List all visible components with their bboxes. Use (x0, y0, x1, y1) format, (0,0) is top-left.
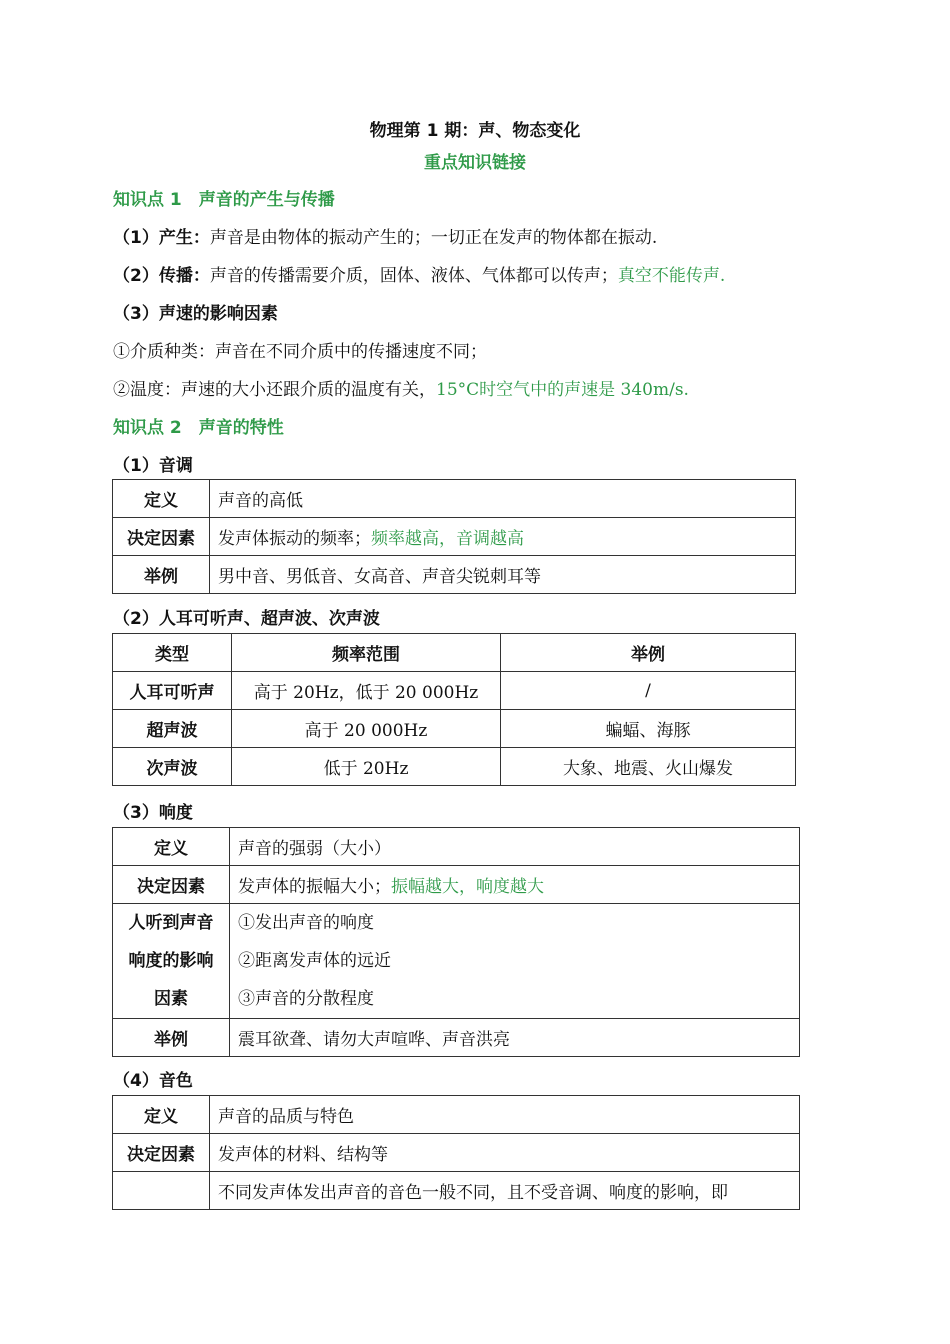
table-header-row (113, 634, 796, 672)
kp1-heading: 知识点 1 声音的产生与传播 (113, 190, 335, 210)
table-head-cell: 定义 (113, 480, 210, 518)
table-row (113, 866, 800, 904)
loudness-label: （3）响度 (113, 803, 193, 823)
table-head-cell: 决定因素 (113, 866, 230, 904)
table-cell: 声音的品质与特色 (210, 1096, 800, 1134)
table-head-cell: 次声波 (113, 748, 232, 786)
kp1-propagation (113, 261, 725, 286)
table-row (113, 1019, 800, 1057)
table-row (113, 748, 796, 786)
list-item: ②距离发声体的远近 (238, 951, 391, 971)
sound-types-label: （2）人耳可听声、超声波、次声波 (113, 609, 380, 629)
table-cell: 高于 20Hz，低于 20 000Hz (232, 672, 501, 710)
table-cell: 声音的高低 (210, 480, 796, 518)
table-row (113, 828, 800, 866)
loudness-table (112, 827, 800, 1057)
table-head-cell: 举例 (113, 556, 210, 594)
page-title: 物理第 1 期：声、物态变化 (369, 121, 581, 141)
page-subtitle: 重点知识链接 (424, 153, 526, 173)
production-label: （1）产生： (113, 228, 210, 248)
column-header: 类型 (113, 634, 232, 672)
table-cell: 男中音、男低音、女高音、声音尖锐刺耳等 (210, 556, 796, 594)
kp2-heading: 知识点 2 声音的特性 (113, 418, 284, 438)
table-head-cell: 举例 (113, 1019, 230, 1057)
table-row (113, 904, 800, 1019)
table-cell: 高于 20 000Hz (232, 710, 501, 748)
timbre-label: （4）音色 (113, 1071, 193, 1091)
pitch-table (112, 479, 796, 594)
table-cell: 发声体振动的频率；频率越高，音调越高 (210, 518, 796, 556)
table-head-cell: 超声波 (113, 710, 232, 748)
table-row (113, 1134, 800, 1172)
temperature-text: ②温度：声速的大小还跟介质的温度有关， (113, 380, 436, 400)
propagation-highlight: 真空不能传声. (617, 266, 726, 286)
table-cell: / (501, 672, 796, 710)
table-row (113, 1096, 800, 1134)
table-row (113, 672, 796, 710)
table-head-cell: 决定因素 (113, 518, 210, 556)
table-cell: 发声体的材料、结构等 (210, 1134, 800, 1172)
table-row (113, 518, 796, 556)
column-header: 频率范围 (232, 634, 501, 672)
propagation-text: 声音的传播需要介质，固体、液体、气体都可以传声； (209, 266, 618, 286)
column-header: 举例 (501, 634, 796, 672)
table-cell: 震耳欲聋、请勿大声喧哗、声音洪亮 (230, 1019, 800, 1057)
table-cell: 发声体的振幅大小；振幅越大，响度越大 (230, 866, 800, 904)
list-item: ①发出声音的响度 (238, 913, 374, 933)
temperature-highlight: 15°C时空气中的声速是 340m/s. (436, 380, 689, 400)
list-item: ③声音的分散程度 (238, 989, 374, 1009)
table-row (113, 556, 796, 594)
table-head-cell: 定义 (113, 828, 230, 866)
table-row (113, 480, 796, 518)
table-cell: 大象、地震、火山爆发 (501, 748, 796, 786)
table-cell: 声音的强弱（大小） (230, 828, 800, 866)
table-cell: 不同发声体发出声音的音色一般不同，且不受音调、响度的影响，即 (210, 1172, 800, 1210)
table-cell: 蝙蝠、海豚 (501, 710, 796, 748)
kp1-production (113, 223, 657, 248)
table-cell: 低于 20Hz (232, 748, 501, 786)
production-text: 声音是由物体的振动产生的；一切正在发声的物体都在振动. (209, 228, 658, 248)
table-head-cell: 决定因素 (113, 1134, 210, 1172)
pitch-label: （1）音调 (113, 456, 193, 476)
table-head-cell: 人听到声音 响度的影响 因素 (113, 904, 230, 1019)
speed-factors-label: （3）声速的影响因素 (113, 304, 278, 324)
table-head-cell: 定义 (113, 1096, 210, 1134)
table-head-cell: 人耳可听声 (113, 672, 232, 710)
table-cell (230, 904, 800, 1019)
sound-types-table (112, 633, 796, 786)
table-row (113, 710, 796, 748)
timbre-table (112, 1095, 800, 1210)
propagation-label: （2）传播： (113, 266, 210, 286)
speed-factor-medium: ①介质种类：声音在不同介质中的传播速度不同； (113, 342, 487, 362)
speed-factor-temperature (113, 375, 689, 400)
table-head-cell (113, 1172, 210, 1210)
table-row (113, 1172, 800, 1210)
